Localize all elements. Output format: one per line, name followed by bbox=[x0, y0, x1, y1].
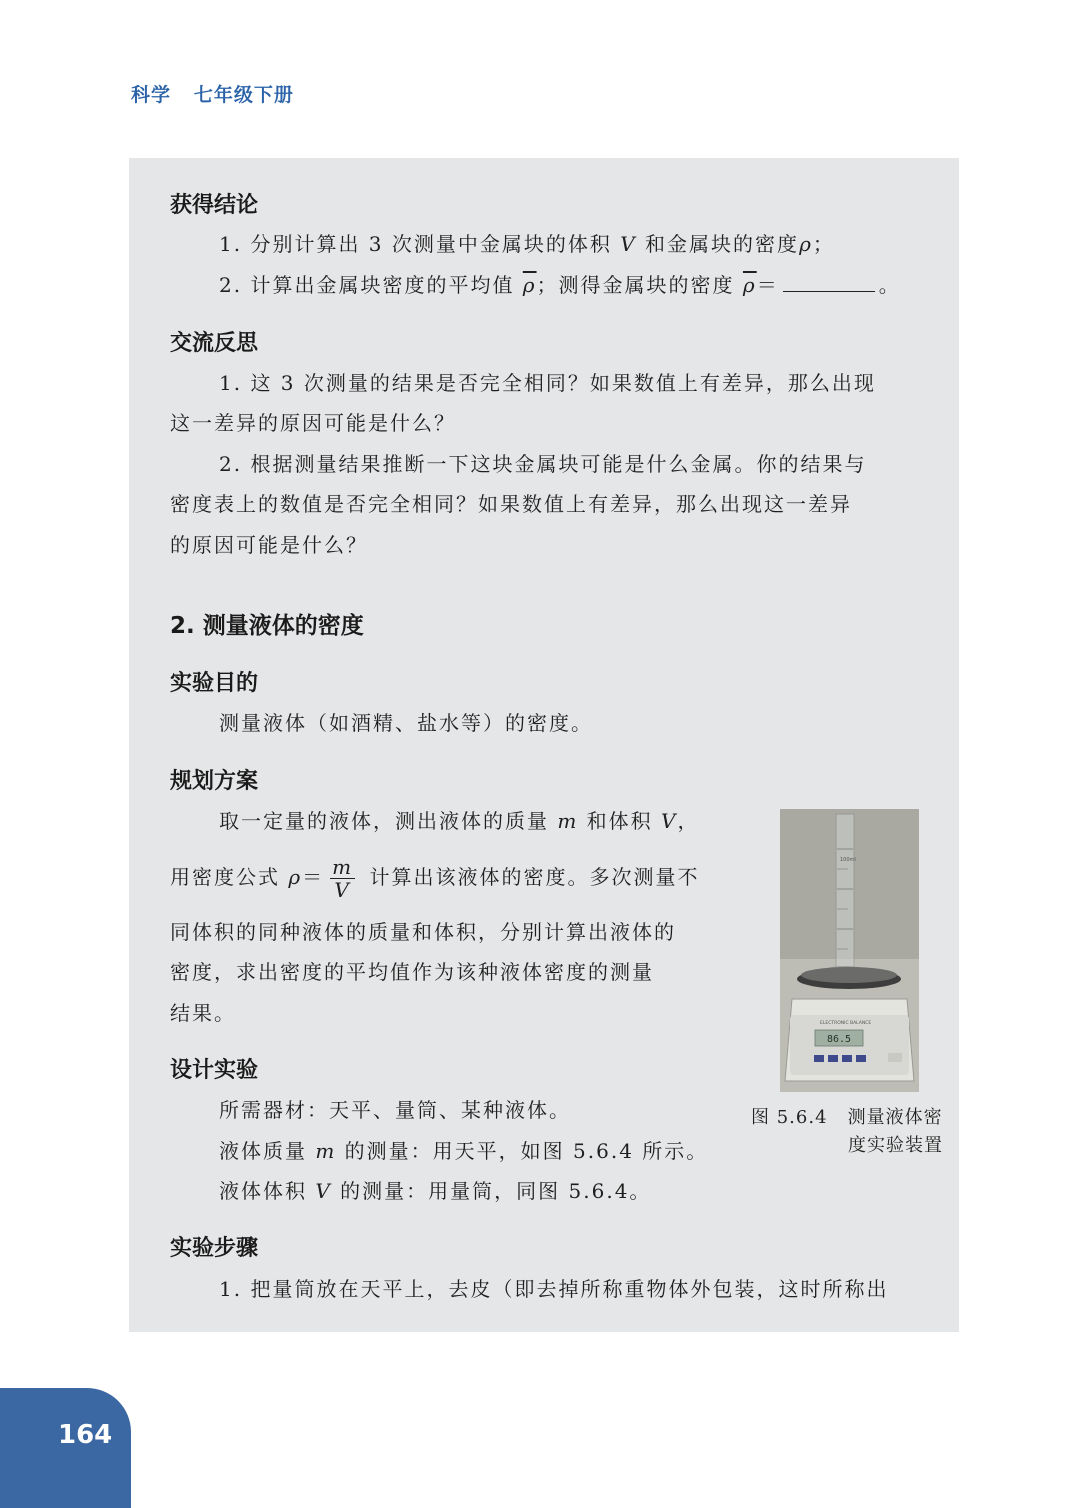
design-line-2: 液体质量 m 的测量：用天平，如图 5.6.4 所示。 bbox=[219, 1139, 709, 1163]
reflection-q1-line2: 这一差异的原因可能是什么？ bbox=[170, 411, 456, 435]
heading-design: 设计实验 bbox=[170, 1058, 259, 1083]
answer-blank bbox=[783, 271, 875, 292]
cylinder-mark-label: 100ml bbox=[840, 857, 856, 863]
heading-purpose: 实验目的 bbox=[170, 671, 259, 696]
plan-line-1: 取一定量的液体，测出液体的质量 m 和体积 V， bbox=[219, 809, 700, 833]
balance-cylinder-illustration bbox=[780, 809, 919, 1092]
plan-line-3: 同体积的同种液体的质量和体积，分别计算出液体的 bbox=[170, 920, 676, 944]
section-title-liquid-density: 2. 测量液体的密度 bbox=[170, 613, 364, 639]
balance-readout: 86.5 bbox=[826, 1034, 852, 1045]
heading-plan: 规划方案 bbox=[170, 769, 259, 794]
figure-balance-and-cylinder bbox=[780, 809, 919, 1092]
purpose-text: 测量液体（如酒精、盐水等）的密度。 bbox=[219, 711, 593, 735]
figure-caption-line1: 图 5.6.4 测量液体密 bbox=[751, 1107, 943, 1128]
balance-brand: ELECTRONIC BALANCE bbox=[820, 1021, 872, 1026]
figure-caption-line2: 度实验装置 bbox=[848, 1135, 943, 1156]
plan-line-5: 结果。 bbox=[170, 1001, 236, 1025]
reflection-q2-line2: 密度表上的数值是否完全相同？如果数值上有差异，那么出现这一差异 bbox=[170, 492, 852, 516]
heading-conclusion: 获得结论 bbox=[170, 193, 259, 218]
plan-line-2: 用密度公式 ρ＝ $\frac{m}{V}$ 计算出该液体的密度。多次测量不 bbox=[170, 855, 700, 902]
steps-line-1: 1. 把量筒放在天平上，去皮（即去掉所称重物体外包装，这时所称出 bbox=[219, 1277, 889, 1301]
density-formula-fraction: $\frac{m}{V}$ bbox=[332, 855, 354, 902]
heading-reflection: 交流反思 bbox=[170, 331, 259, 356]
reflection-q2-line1: 2. 根据测量结果推断一下这块金属块可能是什么金属。你的结果与 bbox=[219, 452, 867, 476]
design-line-3: 液体体积 V 的测量：用量筒，同图 5.6.4。 bbox=[219, 1179, 652, 1203]
design-line-1: 所需器材：天平、量筒、某种液体。 bbox=[219, 1098, 571, 1122]
conclusion-item-2: 2. 计算出金属块密度的平均值 $\overline{\rho}$；测得金属块的密度 $\overline{\rho}=$ 。 bbox=[219, 273, 901, 297]
reflection-q2-line3: 的原因可能是什么？ bbox=[170, 533, 368, 557]
heading-steps: 实验步骤 bbox=[170, 1236, 259, 1261]
plan-line-4: 密度，求出密度的平均值作为该种液体密度的测量 bbox=[170, 960, 654, 984]
running-title: 科学 七年级下册 bbox=[131, 84, 294, 106]
reflection-q1-line1: 1. 这 3 次测量的结果是否完全相同？如果数值上有差异，那么出现 bbox=[219, 371, 876, 395]
electronic-balance bbox=[785, 999, 914, 1081]
conclusion-item-1: 1. 分别计算出 3 次测量中金属块的体积 V 和金属块的密度ρ； bbox=[219, 232, 835, 256]
page-number: 164 bbox=[58, 1420, 113, 1450]
